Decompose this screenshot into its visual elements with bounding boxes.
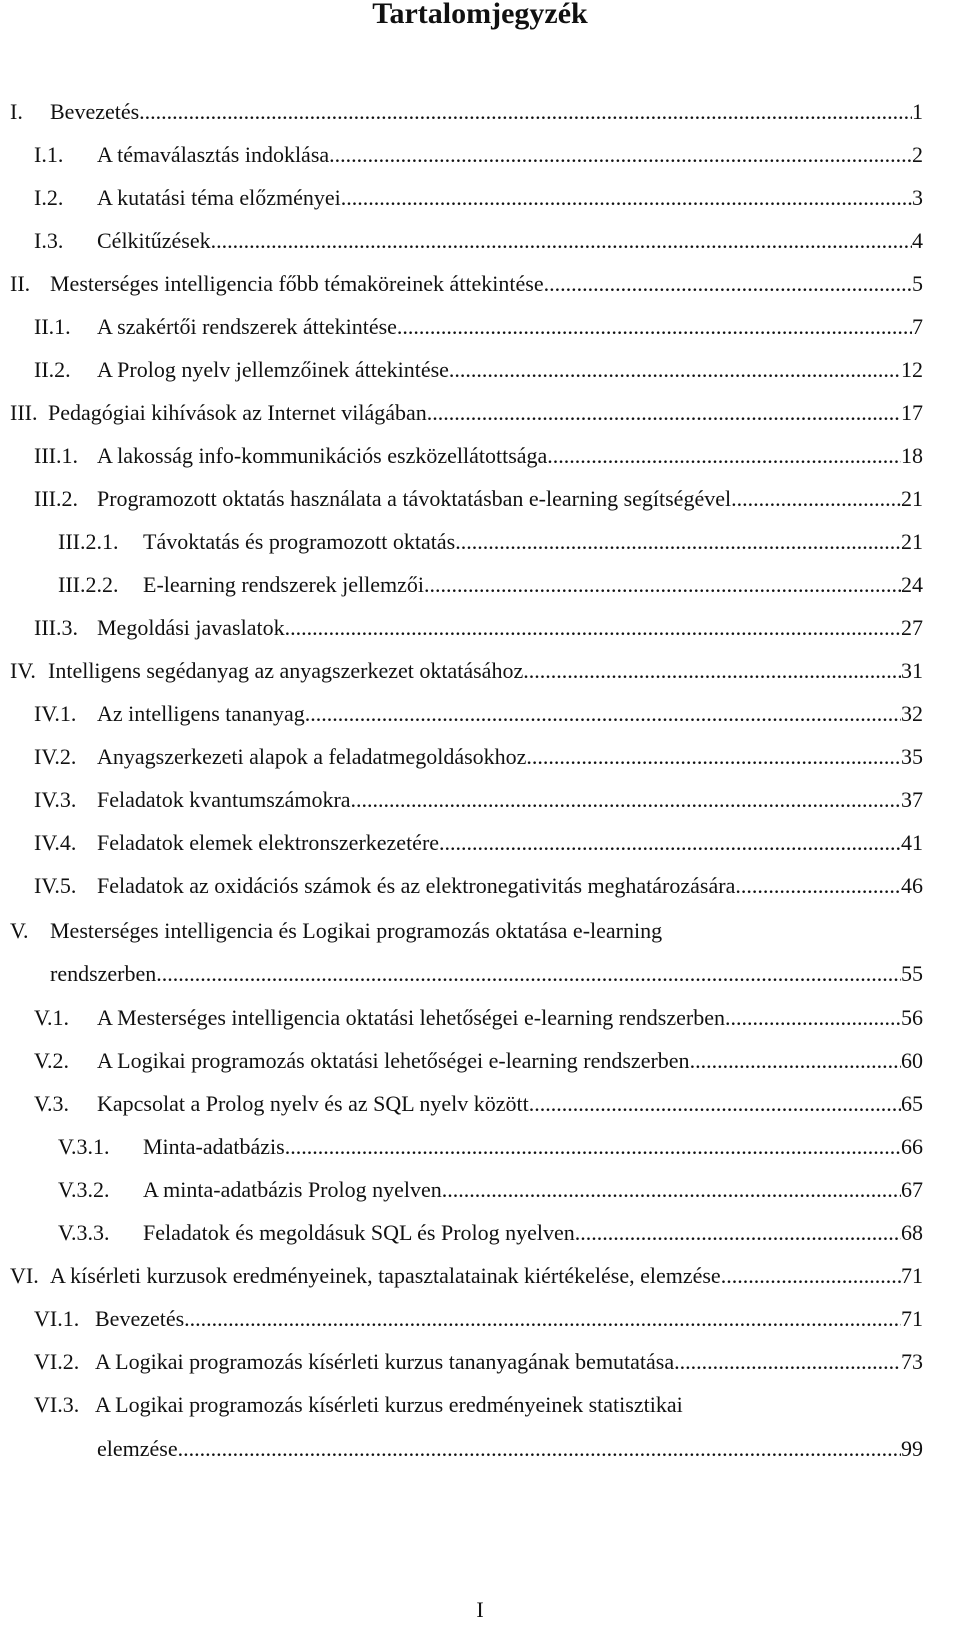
toc-entry-number: V.3.1.: [58, 1134, 110, 1159]
toc-entry-label: A Logikai programozás kísérleti kurzus eredményeinek statisztikai: [95, 1392, 683, 1417]
toc-entry-number: IV.: [10, 658, 36, 683]
toc-entry[interactable]: [0, 525, 960, 559]
toc-entry[interactable]: [0, 826, 960, 860]
toc-entry-number: III.3.: [34, 615, 78, 640]
toc-leader-dots: [575, 1216, 901, 1250]
toc-entry-label: A lakosság info-kommunikációs eszközellátottsága: [97, 443, 548, 468]
toc-entry[interactable]: [0, 138, 960, 172]
toc-entry-number: V.3.2.: [58, 1177, 110, 1202]
toc-entry-label: Célkitűzések: [97, 228, 211, 253]
toc-entry-page: 24: [901, 572, 923, 597]
toc-entry-number: IV.2.: [34, 744, 77, 769]
toc-entry[interactable]: [0, 1173, 960, 1207]
toc-entry-number: VI.3.: [34, 1392, 80, 1417]
toc-entry-page: 7: [912, 314, 923, 339]
toc-entry[interactable]: [0, 1130, 960, 1164]
toc-leader-dots: [211, 224, 912, 258]
toc-leader-dots: [735, 869, 901, 903]
toc-entry-label: rendszerben: [50, 961, 157, 986]
toc-entry-number: V.2.: [34, 1048, 70, 1073]
toc-entry-page: 99: [901, 1436, 923, 1461]
toc-entry[interactable]: [0, 1259, 960, 1293]
toc-entry-page: 21: [901, 486, 923, 511]
toc-leader-dots: [529, 1087, 901, 1121]
toc-entry[interactable]: [0, 224, 960, 258]
toc-entry-label: Minta-adatbázis: [143, 1134, 285, 1159]
toc-leader-dots: [427, 396, 901, 430]
toc-entry[interactable]: [0, 95, 960, 129]
toc-leader-dots: [439, 826, 901, 860]
toc-entry-page: 35: [901, 744, 923, 769]
toc-entry-number: V.1.: [34, 1005, 70, 1030]
toc-entry[interactable]: [0, 1388, 960, 1422]
page-number: I: [476, 1597, 484, 1622]
toc-entry-label: Bevezetés: [95, 1306, 185, 1331]
toc-entry[interactable]: [0, 568, 960, 602]
toc-entry-label: A minta-adatbázis Prolog nyelven: [143, 1177, 442, 1202]
toc-leader-dots: [449, 353, 901, 387]
toc-entry-page: 41: [901, 830, 923, 855]
toc-entry-page: 18: [901, 443, 923, 468]
toc-entry-number: II.: [10, 271, 31, 296]
toc-entry-page: 71: [901, 1306, 923, 1331]
toc-entry[interactable]: [0, 654, 960, 688]
toc-entry-page: 68: [901, 1220, 923, 1245]
toc-leader-dots: [523, 654, 901, 688]
toc-entry-number: VI.2.: [34, 1349, 80, 1374]
toc-entry-page: 2: [912, 142, 923, 167]
toc-leader-dots: [397, 310, 912, 344]
toc-leader-dots: [184, 1302, 901, 1336]
toc-entry-page: 12: [901, 357, 923, 382]
toc-entry-number: II.1.: [34, 314, 71, 339]
toc-entry[interactable]: [0, 783, 960, 817]
toc-leader-dots: [285, 611, 901, 645]
toc-entry-number: V.3.: [34, 1091, 70, 1116]
toc-leader-dots: [329, 138, 912, 172]
toc-entry-number: III.2.1.: [58, 529, 119, 554]
toc-entry-label: Feladatok kvantumszámokra: [97, 787, 351, 812]
toc-entry-label: Megoldási javaslatok: [97, 615, 285, 640]
toc-entry-number: IV.1.: [34, 701, 77, 726]
toc-entry-page: 32: [901, 701, 923, 726]
toc-entry-page: 67: [901, 1177, 923, 1202]
toc-entry[interactable]: [0, 267, 960, 301]
toc-entry[interactable]: [0, 697, 960, 731]
toc-entry-page: 17: [901, 400, 923, 425]
toc-leader-dots: [674, 1345, 901, 1379]
toc-entry-page: 71: [901, 1263, 923, 1288]
toc-entry-label: Bevezetés: [50, 99, 140, 124]
toc-entry-page: 1: [912, 99, 923, 124]
toc-entry-page: 31: [901, 658, 923, 683]
toc-entry-number: V.3.3.: [58, 1220, 110, 1245]
toc-entry[interactable]: [0, 740, 960, 774]
toc-entry[interactable]: [0, 1302, 960, 1336]
toc-entry[interactable]: [0, 482, 960, 516]
toc-entry-label: A Prolog nyelv jellemzőinek áttekintése: [97, 357, 449, 382]
toc-entry-page: 46: [901, 873, 923, 898]
toc-entry-label: Anyagszerkezeti alapok a feladatmegoldásokhoz: [97, 744, 527, 769]
toc-entry-label: A témaválasztás indoklása: [97, 142, 330, 167]
toc-entry-page: 56: [901, 1005, 923, 1030]
toc-entry-page: 21: [901, 529, 923, 554]
toc-entry-label: A kísérleti kurzusok eredményeinek, tapasztalatainak kiértékelése, elemzése: [50, 1263, 721, 1288]
toc-entry-page: 65: [901, 1091, 923, 1116]
toc-leader-dots: [526, 740, 901, 774]
toc-entry-label: A kutatási téma előzményei: [97, 185, 341, 210]
toc-entry-number: VI.1.: [34, 1306, 80, 1331]
toc-leader-dots: [285, 1130, 901, 1164]
toc-entry[interactable]: [0, 1345, 960, 1379]
toc-leader-dots: [156, 957, 901, 991]
toc-leader-dots: [690, 1044, 901, 1078]
toc-entry-number: III.2.2.: [58, 572, 119, 597]
toc-entry-page: 37: [901, 787, 923, 812]
toc-entry-page: 27: [901, 615, 923, 640]
toc-entry-label: elemzése: [97, 1436, 178, 1461]
toc-entry-page: 55: [901, 961, 923, 986]
toc-entry-number: I.3.: [34, 228, 64, 253]
toc-entry-number: V.: [10, 918, 29, 943]
toc-entry-number: I.2.: [34, 185, 64, 210]
toc-entry-number: I.1.: [34, 142, 64, 167]
toc-leader-dots: [547, 439, 901, 473]
toc-entry-page: 4: [912, 228, 923, 253]
toc-leader-dots: [341, 181, 912, 215]
toc-entry[interactable]: [0, 611, 960, 645]
toc-leader-dots: [721, 1259, 901, 1293]
toc-entry-page: 66: [901, 1134, 923, 1159]
toc-entry[interactable]: [0, 396, 960, 430]
toc-entry-label: A Logikai programozás kísérleti kurzus tananyagának bemutatása: [95, 1349, 675, 1374]
toc-entry-label: E-learning rendszerek jellemzői: [143, 572, 424, 597]
toc-entry-page: 73: [901, 1349, 923, 1374]
toc-leader-dots: [351, 783, 901, 817]
toc-leader-dots: [725, 1001, 901, 1035]
toc-entry[interactable]: [0, 1087, 960, 1121]
toc-entry-number: III.2.: [34, 486, 78, 511]
toc-entry-number: I.: [10, 99, 23, 124]
toc-entry-number: III.: [10, 400, 38, 425]
toc-entry[interactable]: [0, 869, 960, 903]
toc-entry-label: Az intelligens tananyag: [97, 701, 305, 726]
toc-entry[interactable]: [0, 1432, 960, 1466]
toc-entry-label: Mesterséges intelligencia főbb témaköreinek áttekintése: [50, 271, 544, 296]
toc-leader-dots: [305, 697, 901, 731]
toc-entry[interactable]: [0, 181, 960, 215]
toc-entry-label: Feladatok és megoldásuk SQL és Prolog nyelven: [143, 1220, 575, 1245]
toc-entry-number: VI.: [10, 1263, 39, 1288]
toc-entry-label: Mesterséges intelligencia és Logikai programozás oktatása e-learning: [50, 918, 663, 943]
toc-entry-label: Távoktatás és programozott oktatás: [143, 529, 456, 554]
toc-leader-dots: [442, 1173, 901, 1207]
toc-entry-label: Feladatok az oxidációs számok és az elektronegativitás meghatározására: [97, 873, 736, 898]
toc-leader-dots: [424, 568, 901, 602]
toc-entry-label: A szakértői rendszerek áttekintése: [97, 314, 397, 339]
toc-entry-label: Feladatok elemek elektronszerkezetére: [97, 830, 440, 855]
toc-leader-dots: [544, 267, 912, 301]
toc-entry[interactable]: [0, 957, 960, 991]
toc-entry[interactable]: [0, 1216, 960, 1250]
toc-entry-number: IV.5.: [34, 873, 77, 898]
toc-entry-number: IV.4.: [34, 830, 77, 855]
toc-entry-number: III.1.: [34, 443, 78, 468]
toc-entry-label: Pedagógiai kihívások az Internet világában: [48, 400, 427, 425]
toc-entry-page: 5: [912, 271, 923, 296]
toc-entry-page: 60: [901, 1048, 923, 1073]
toc-entry[interactable]: [0, 439, 960, 473]
toc-entry-label: Intelligens segédanyag az anyagszerkezet oktatásához: [48, 658, 524, 683]
toc-entry-page: 3: [912, 185, 923, 210]
toc-leader-dots: [178, 1432, 901, 1466]
toc-entry-label: Kapcsolat a Prolog nyelv és az SQL nyelv között: [97, 1091, 529, 1116]
toc-entry-label: Programozott oktatás használata a távoktatásban e-learning segítségével: [97, 486, 732, 511]
page-title: Tartalomjegyzék: [372, 0, 588, 30]
toc-leader-dots: [455, 525, 901, 559]
toc-leader-dots: [139, 95, 912, 129]
toc-entry[interactable]: [0, 1001, 960, 1035]
toc-entry-label: A Logikai programozás oktatási lehetőségei e-learning rendszerben: [97, 1048, 690, 1073]
toc-entry[interactable]: [0, 353, 960, 387]
toc-entry-number: II.2.: [34, 357, 71, 382]
toc-entry-number: IV.3.: [34, 787, 77, 812]
toc-leader-dots: [731, 482, 901, 516]
toc-entry-label: A Mesterséges intelligencia oktatási lehetőségei e-learning rendszerben: [97, 1005, 725, 1030]
toc-entry[interactable]: [0, 914, 960, 948]
toc-entry[interactable]: [0, 310, 960, 344]
toc-entry[interactable]: [0, 1044, 960, 1078]
